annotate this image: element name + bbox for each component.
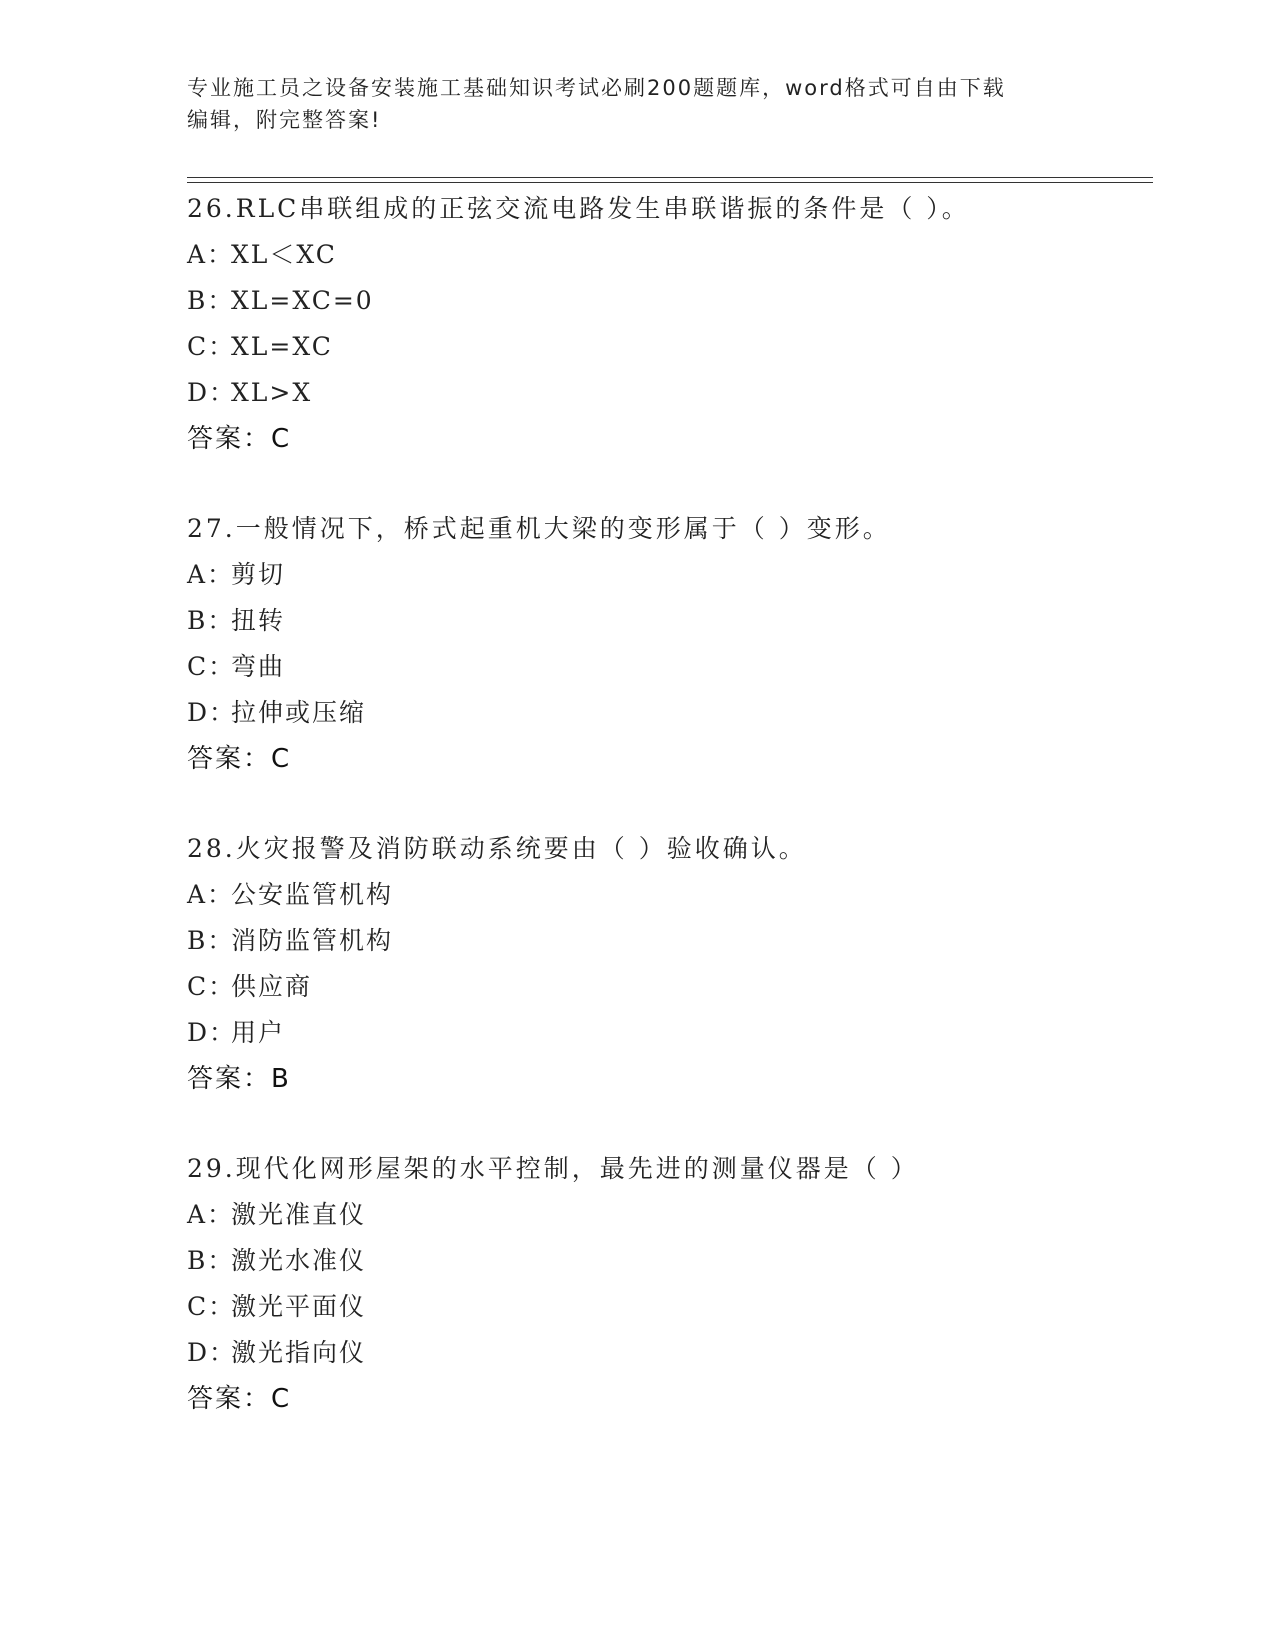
option-text: 消防监管机构	[231, 926, 394, 955]
option-b	[187, 278, 1153, 324]
option-text: 激光平面仪	[231, 1292, 367, 1321]
option-text: XL=XC=0	[231, 286, 374, 315]
option-a	[187, 872, 1153, 918]
option-letter: B：	[187, 606, 235, 635]
option-c	[187, 964, 1153, 1010]
option-text: 激光水准仪	[231, 1246, 367, 1275]
option-letter: D：	[187, 1018, 237, 1047]
question-28	[187, 826, 1153, 1102]
option-letter: C：	[187, 332, 236, 361]
option-text: XL>X	[231, 378, 313, 407]
question-26	[187, 186, 1153, 462]
option-letter: A：	[187, 880, 235, 909]
answer: 答案：C	[187, 744, 292, 774]
option-letter: A：	[187, 560, 235, 589]
option-d	[187, 1010, 1153, 1056]
option-letter: B：	[187, 926, 235, 955]
answer: 答案：C	[187, 1384, 292, 1414]
option-c	[187, 644, 1153, 690]
option-letter: B：	[187, 1246, 235, 1275]
option-a	[187, 232, 1153, 278]
question-text: 27.一般情况下，桥式起重机大梁的变形属于（ ）变形。	[187, 514, 891, 543]
option-c	[187, 324, 1153, 370]
option-b	[187, 918, 1153, 964]
question-27	[187, 506, 1153, 782]
option-text: XL＜XC	[231, 240, 337, 269]
option-b	[187, 598, 1153, 644]
option-a	[187, 552, 1153, 598]
option-text: XL=XC	[231, 332, 333, 361]
option-d	[187, 690, 1153, 736]
option-d	[187, 1330, 1153, 1376]
question-29	[187, 1146, 1153, 1422]
option-text: 拉伸或压缩	[231, 698, 367, 727]
option-letter: A：	[187, 240, 235, 269]
option-text: 供应商	[231, 972, 313, 1001]
option-letter: C：	[187, 652, 236, 681]
option-d	[187, 370, 1153, 416]
document-header	[187, 72, 1087, 136]
question-text: 28.火灾报警及消防联动系统要由（ ）验收确认。	[187, 834, 807, 863]
header-line-2: 编辑，附完整答案!	[187, 108, 382, 132]
option-letter: D：	[187, 378, 237, 407]
answer: 答案：B	[187, 1064, 291, 1094]
option-text: 用户	[231, 1018, 286, 1047]
option-text: 激光准直仪	[231, 1200, 367, 1229]
option-text: 剪切	[231, 560, 286, 589]
option-text: 公安监管机构	[231, 880, 394, 909]
option-letter: C：	[187, 1292, 236, 1321]
option-text: 扭转	[231, 606, 286, 635]
option-text: 弯曲	[231, 652, 286, 681]
option-c	[187, 1284, 1153, 1330]
question-text: 26.RLC串联组成的正弦交流电路发生串联谐振的条件是（ ）。	[187, 194, 970, 223]
option-letter: A：	[187, 1200, 235, 1229]
option-letter: D：	[187, 698, 237, 727]
option-letter: C：	[187, 972, 236, 1001]
option-letter: D：	[187, 1338, 237, 1367]
option-letter: B：	[187, 286, 235, 315]
answer: 答案：C	[187, 424, 292, 454]
header-divider-top	[187, 177, 1153, 178]
option-text: 激光指向仪	[231, 1338, 367, 1367]
option-b	[187, 1238, 1153, 1284]
question-text: 29.现代化网形屋架的水平控制，最先进的测量仪器是（ ）	[187, 1154, 919, 1183]
header-divider-bottom	[187, 182, 1153, 183]
header-line-1: 专业施工员之设备安装施工基础知识考试必刷200题题库，word格式可自由下载	[187, 76, 1006, 100]
option-a	[187, 1192, 1153, 1238]
